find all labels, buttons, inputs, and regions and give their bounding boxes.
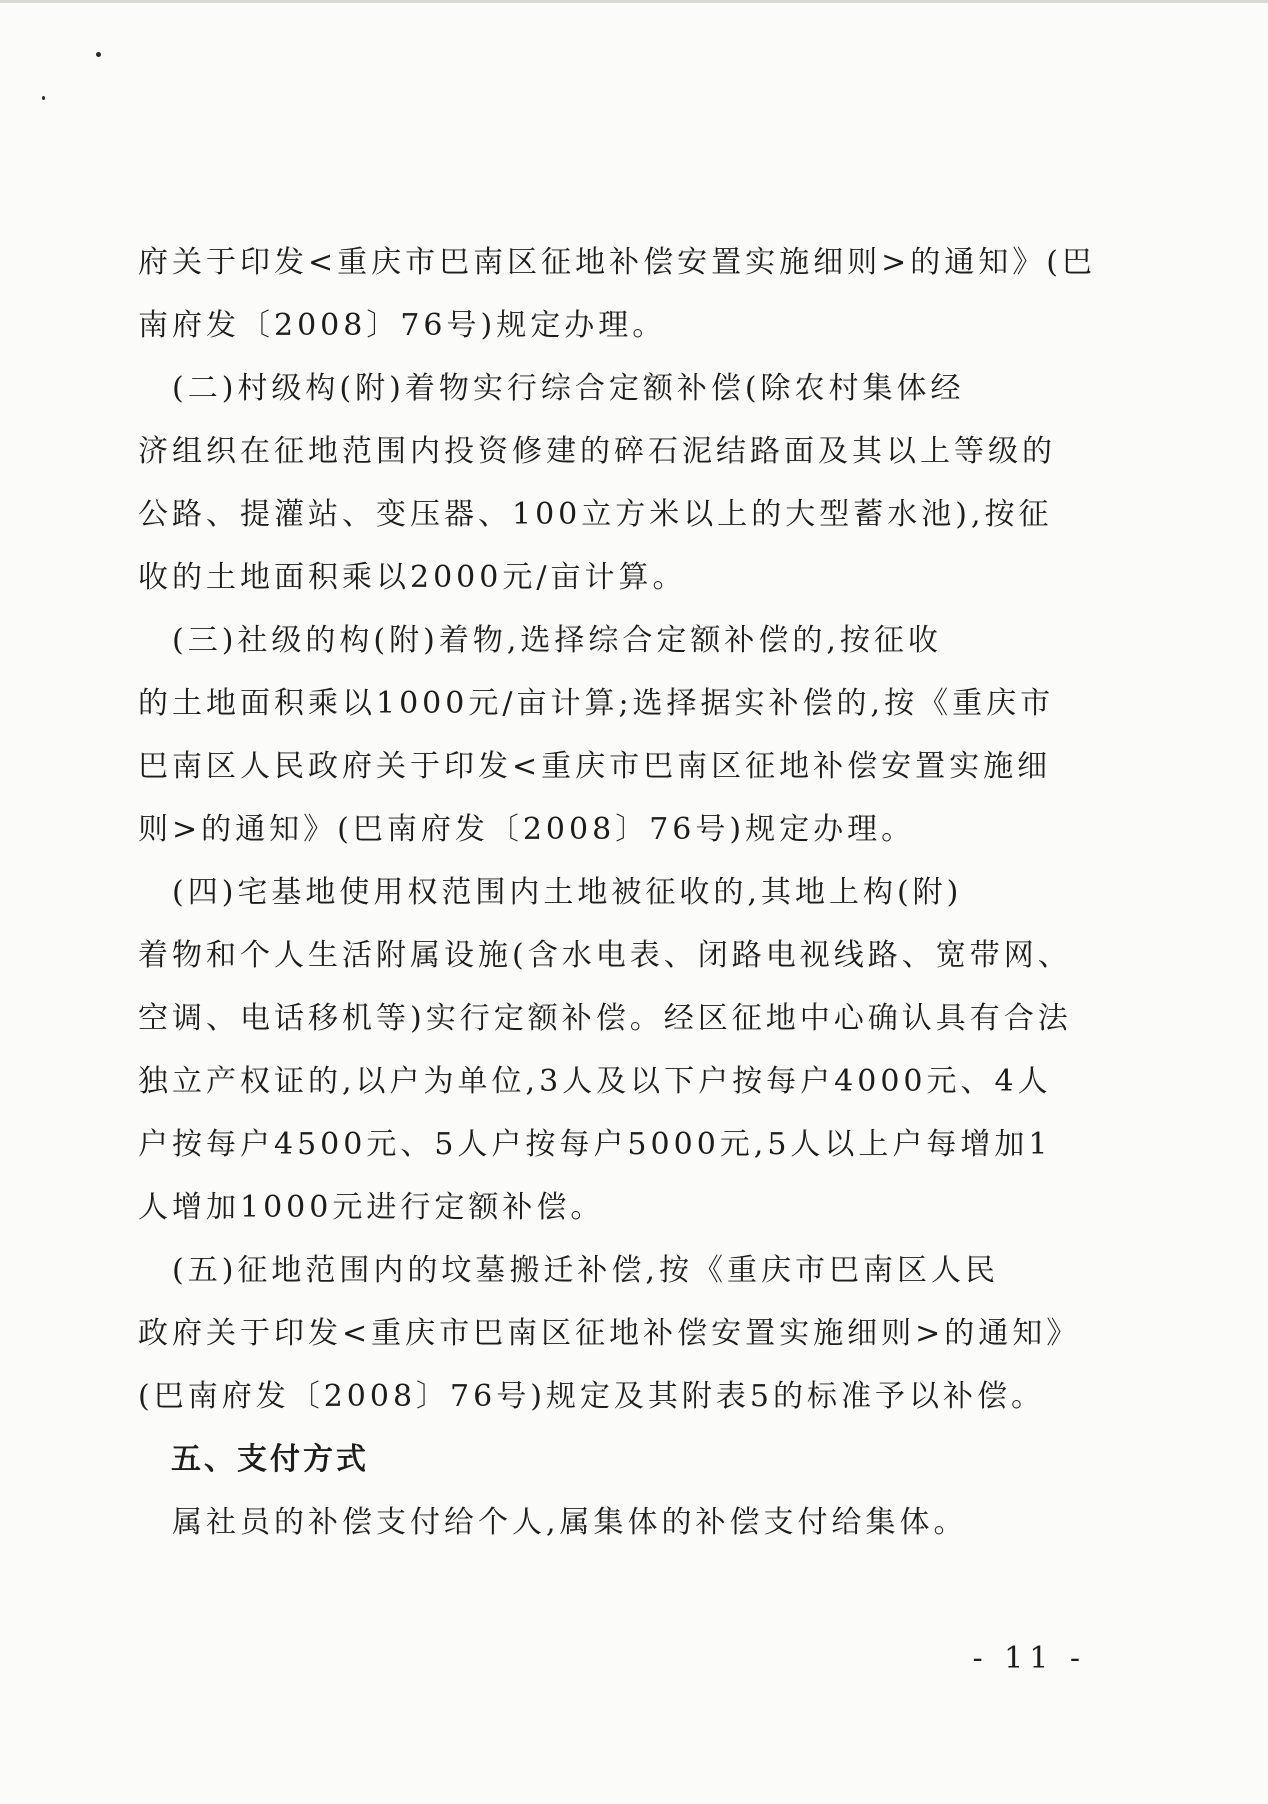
text-line: 济组织在征地范围内投资修建的碎石泥结路面及其以上等级的 <box>138 434 1056 469</box>
text-line: (五)征地范围内的坟墓搬迁补偿,按《重庆市巴南区人民 <box>138 1253 999 1288</box>
text-line: 政府关于印发<重庆市巴南区征地补偿安置实施细则>的通知》 <box>138 1316 1081 1351</box>
scan-speck <box>42 96 45 100</box>
body-text <box>138 231 1096 1554</box>
section-heading: 五、支付方式 <box>138 1442 369 1477</box>
text-line: (巴南府发〔2008〕76号)规定及其附表5的标准予以补偿。 <box>138 1379 1046 1414</box>
text-line: (三)社级的构(附)着物,选择综合定额补偿的,按征收 <box>138 623 942 658</box>
page-number: - 11 - <box>972 1641 1086 1676</box>
text-line: 的土地面积乘以1000元/亩计算;选择据实补偿的,按《重庆市 <box>138 686 1055 721</box>
text-line: 户按每户4500元、5人户按每户5000元,5人以上户每增加1 <box>138 1127 1052 1162</box>
text-line: 人增加1000元进行定额补偿。 <box>138 1190 605 1225</box>
scan-speck <box>96 52 101 57</box>
text-line: (四)宅基地使用权范围内土地被征收的,其地上构(附) <box>138 875 963 910</box>
text-line: 府关于印发<重庆市巴南区征地补偿安置实施细则>的通知》(巴 <box>138 245 1096 280</box>
text-line: 南府发〔2008〕76号)规定办理。 <box>138 308 667 343</box>
text-line: 独立产权证的,以户为单位,3人及以下户按每户4000元、4人 <box>138 1064 1052 1099</box>
text-line: 则>的通知》(巴南府发〔2008〕76号)规定办理。 <box>138 812 916 847</box>
page-edge <box>0 0 1268 3</box>
text-line: (二)村级构(附)着物实行综合定额补偿(除农村集体经 <box>138 371 965 406</box>
text-line: 收的土地面积乘以2000元/亩计算。 <box>138 560 687 595</box>
text-line: 巴南区人民政府关于印发<重庆市巴南区征地补偿安置实施细 <box>138 749 1052 784</box>
text-line: 空调、电话移机等)实行定额补偿。经区征地中心确认具有合法 <box>138 1001 1072 1036</box>
text-line: 公路、提灌站、变压器、100立方米以上的大型蓄水池),按征 <box>138 497 1053 532</box>
text-line: 着物和个人生活附属设施(含水电表、闭路电视线路、宽带网、 <box>138 938 1072 973</box>
text-line: 属社员的补偿支付给个人,属集体的补偿支付给集体。 <box>138 1505 968 1540</box>
